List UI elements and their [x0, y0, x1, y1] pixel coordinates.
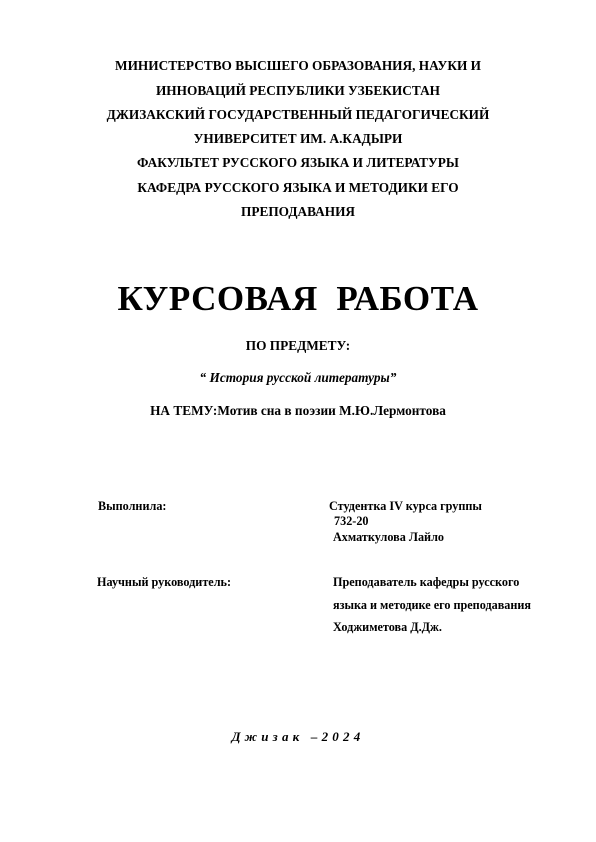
performer-line-name: Ахматкулова Лайло — [333, 530, 444, 544]
topic-label: НА ТЕМУ: — [150, 403, 218, 418]
header-line-university-name: УНИВЕРСИТЕТ ИМ. А.КАДЫРИ — [193, 131, 403, 146]
header-line-university: ДЖИЗАКСКИЙ ГОСУДАРСТВЕННЫЙ ПЕДАГОГИЧЕСКИЙ — [106, 107, 490, 122]
performer-label: Выполнила: — [98, 499, 167, 513]
performer-line-status: Студентка IV курса группы — [329, 499, 482, 513]
header-line-faculty: ФАКУЛЬТЕТ РУССКОГО ЯЗЫКА И ЛИТЕРАТУРЫ — [137, 155, 459, 170]
header-line-department: КАФЕДРА РУССКОГО ЯЗЫКА И МЕТОДИКИ ЕГО — [137, 180, 459, 195]
topic-line — [0, 403, 596, 419]
performer-line-group: 732-20 — [334, 514, 369, 528]
supervisor-line-position: Преподаватель кафедры русского — [333, 575, 520, 589]
supervisor-label: Научный руководитель: — [97, 575, 232, 589]
supervisor-line-position-cont: языка и методике его преподавания — [333, 598, 532, 612]
subject-label: ПО ПРЕДМЕТУ: — [245, 338, 351, 353]
header-line-ministry: МИНИСТЕРСТВО ВЫСШЕГО ОБРАЗОВАНИЯ, НАУКИ И — [115, 58, 481, 73]
topic-text: Мотив сна в поэзии М.Ю.Лермонтова — [217, 403, 446, 418]
supervisor-line-name: Ходжиметова Д.Дж. — [333, 620, 442, 634]
header-line-republic: ИННОВАЦИЙ РЕСПУБЛИКИ УЗБЕКИСТАН — [155, 83, 441, 98]
header-line-department-cont: ПРЕПОДАВАНИЯ — [240, 204, 356, 219]
document-title: КУРСОВАЯ РАБОТА — [117, 279, 479, 318]
subject-name-text: “ История русской литературы” — [199, 370, 397, 385]
city-year: Джизак –2024 — [231, 729, 365, 744]
subject-name — [0, 370, 596, 386]
